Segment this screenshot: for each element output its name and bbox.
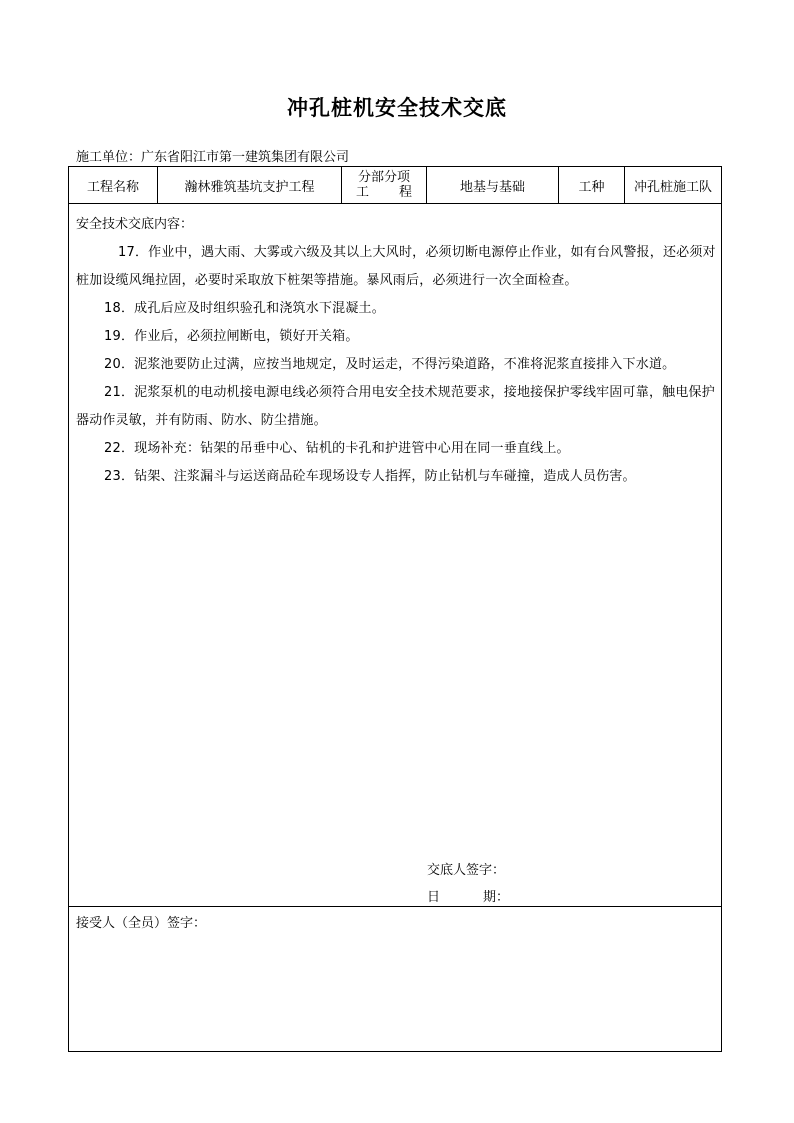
date-label-char-a: 日: [427, 890, 441, 905]
signer-label: 交底人签字：: [427, 863, 506, 878]
date-label: [427, 886, 509, 905]
clause-21: 21．泥浆泵机的电动机接电源电线必须符合用电安全技术规范要求，接地接保护零线牢固可靠，触电保护器动作灵敏，并有防雨、防水、防尘措施。: [76, 385, 715, 428]
subitem-value: 地基与基础: [459, 179, 525, 195]
receiver-signature-label: 接受人（全员）签字：: [76, 916, 207, 931]
trade-value: 冲孔桩施工队: [633, 179, 712, 195]
content-label: 安全技术交底内容：: [76, 217, 194, 232]
subitem-label: [342, 167, 426, 203]
subitem-label-line1: 分部分项: [357, 170, 410, 185]
date-label-char-b: 期：: [483, 890, 510, 905]
clause-19: 19．作业后，必须拉闸断电，锁好开关箱。: [104, 329, 359, 344]
project-name-value: 瀚林雅筑基坑支护工程: [184, 179, 315, 195]
construction-unit: 施工单位：广东省阳江市第一建筑集团有限公司: [76, 150, 350, 165]
project-name-label: 工程名称: [86, 179, 139, 195]
document-title: 冲孔桩机安全技术交底: [287, 95, 507, 120]
disclosure-content: [69, 204, 721, 907]
clause-18: 18．成孔后应及时组织验孔和浇筑水下混凝土。: [104, 301, 385, 316]
clause-20: 20．泥浆池要防止过满，应按当地规定，及时运走，不得污染道路，不准将泥浆直接排入下水道。: [104, 357, 676, 372]
disclosure-form: [68, 166, 722, 1052]
subitem-label-char-a: 工: [356, 185, 370, 200]
trade-label: 工种: [578, 179, 605, 195]
subitem-label-line2: [356, 185, 412, 200]
clause-22: 22．现场补充：钻架的吊垂中心、钻机的卡孔和护进管中心用在同一垂直线上。: [104, 441, 570, 456]
clause-23: 23．钻架、注浆漏斗与运送商品砼车现场设专人指挥，防止钻机与车碰撞，造成人员伤害。: [104, 469, 636, 484]
clause-17: 17．作业中，遇大雨、大雾或六级及其以上大风时，必须切断电源停止作业，如有台风警报，还必须对桩加设缆风绳拉固，必要时采取放下桩架等措施。暴风雨后，必须进行一次全面检查。: [76, 245, 716, 288]
subitem-label-char-b: 程: [398, 185, 412, 200]
header-row: [69, 167, 721, 204]
